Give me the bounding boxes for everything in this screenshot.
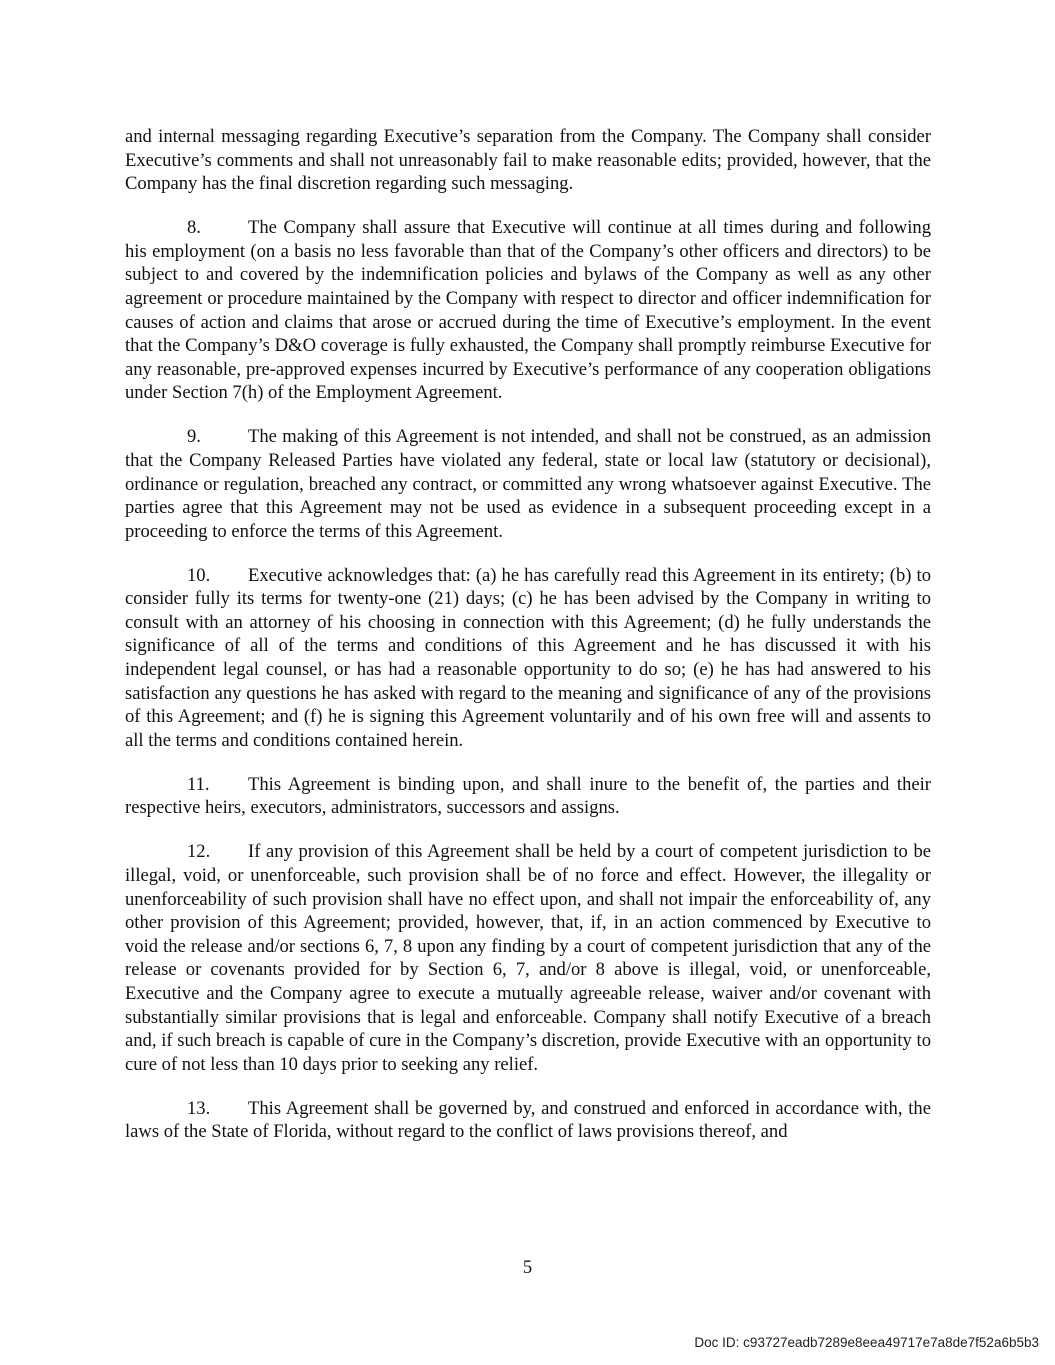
paragraph-text: and internal messaging regarding Executive’s separation from the Company. The Company shall consider Executive’s comments and shall not unreasonably fail to make reasonable edits; provided, however, that the Company has the final discretion regarding such messaging.	[125, 126, 931, 195]
paragraph-number: 12.	[187, 841, 211, 863]
paragraph-13	[125, 1097, 931, 1144]
paragraph-number: 11.	[187, 773, 210, 795]
paragraph-text: Executive acknowledges that: (a) he has carefully read this Agreement in its entirety; (b) to consider fully its terms for twenty-one (21) days; (c) he has been advised by the Company in writing to consult with an attorney of his choosing in connection with this Agreement; (d) he fully understands the significance of all of the terms and conditions of this Agreement and he has discussed it with his independent legal counsel, or has had a reasonable opportunity to do so; (e) he has had answered to his satisfaction any questions he has asked with regard to the meaning and significance of any of the provisions of this Agreement; and (f) he is signing this Agreement voluntarily and of his own free will and assents to all the terms and conditions contained herein.	[125, 564, 931, 751]
paragraph-text: The making of this Agreement is not intended, and shall not be construed, as an admission that the Company Released Parties have violated any federal, state or local law (statutory or decisional), ordinance or regulation, breached any contract, or committed any wrong whatsoever against Executive. The parties agree that this Agreement may not be used as evidence in a subsequent proceeding except in a proceeding to enforce the terms of this Agreement.	[125, 426, 931, 542]
paragraph-12	[125, 840, 931, 1076]
paragraph-9	[125, 425, 931, 543]
paragraph-number: 9.	[187, 426, 201, 448]
paragraph-10	[125, 564, 931, 753]
paragraph-text: If any provision of this Agreement shall be held by a court of competent jurisdiction to be illegal, void, or unenforceable, such provision shall be of no force and effect. However, the illegality or unenforceability of such provision shall have no effect upon, and shall not impair the enforceability of, any other provision of this Agreement; provided, however, that, if, in an action commenced by Executive to void the release and/or sections 6, 7, 8 upon any finding by a court of competent jurisdiction that any of the release or covenants provided for by Section 6, 7, and/or 8 above is illegal, void, or unenforceable, Executive and the Company agree to execute a mutually agreeable release, waiver and/or covenant with substantially similar provisions that is legal and enforceable. Company shall notify Executive of a breach and, if such breach is capable of cure in the Company’s discretion, provide Executive with an opportunity to cure of not less than 10 days prior to seeking any relief.	[125, 841, 931, 1075]
paragraph-number: 8.	[187, 217, 201, 239]
doc-id: Doc ID: c93727eadb7289e8eea49717e7a8de7f52a6b5b3	[694, 1335, 1039, 1350]
paragraph-number: 10.	[187, 564, 211, 586]
page-number: 5	[522, 1257, 533, 1278]
paragraph-8	[125, 216, 931, 405]
paragraph-number: 13.	[187, 1097, 211, 1119]
paragraph-text: The Company shall assure that Executive will continue at all times during and following his employment (on a basis no less favorable than that of the Company’s other officers and directors) to be subject to and covered by the indemnification policies and bylaws of the Company as well as any other agreement or procedure maintained by the Company with respect to director and officer indemnification for causes of action and claims that arose or accrued during the time of Executive’s employment. In the event that the Company’s D&O coverage is fully exhausted, the Company shall promptly reimburse Executive for any reasonable, pre-approved expenses incurred by Executive’s performance of any cooperation obligations under Section 7(h) of the Employment Agreement.	[125, 217, 931, 404]
paragraph-text: This Agreement is binding upon, and shall inure to the benefit of, the parties and their respective heirs, executors, administrators, successors and assigns.	[125, 773, 931, 819]
paragraph-11	[125, 773, 931, 820]
paragraph-continued	[125, 125, 931, 196]
paragraph-text: This Agreement shall be governed by, and construed and enforced in accordance with, the laws of the State of Florida, without regard to the conflict of laws provisions thereof, and	[125, 1097, 931, 1143]
document-body	[125, 125, 931, 1164]
